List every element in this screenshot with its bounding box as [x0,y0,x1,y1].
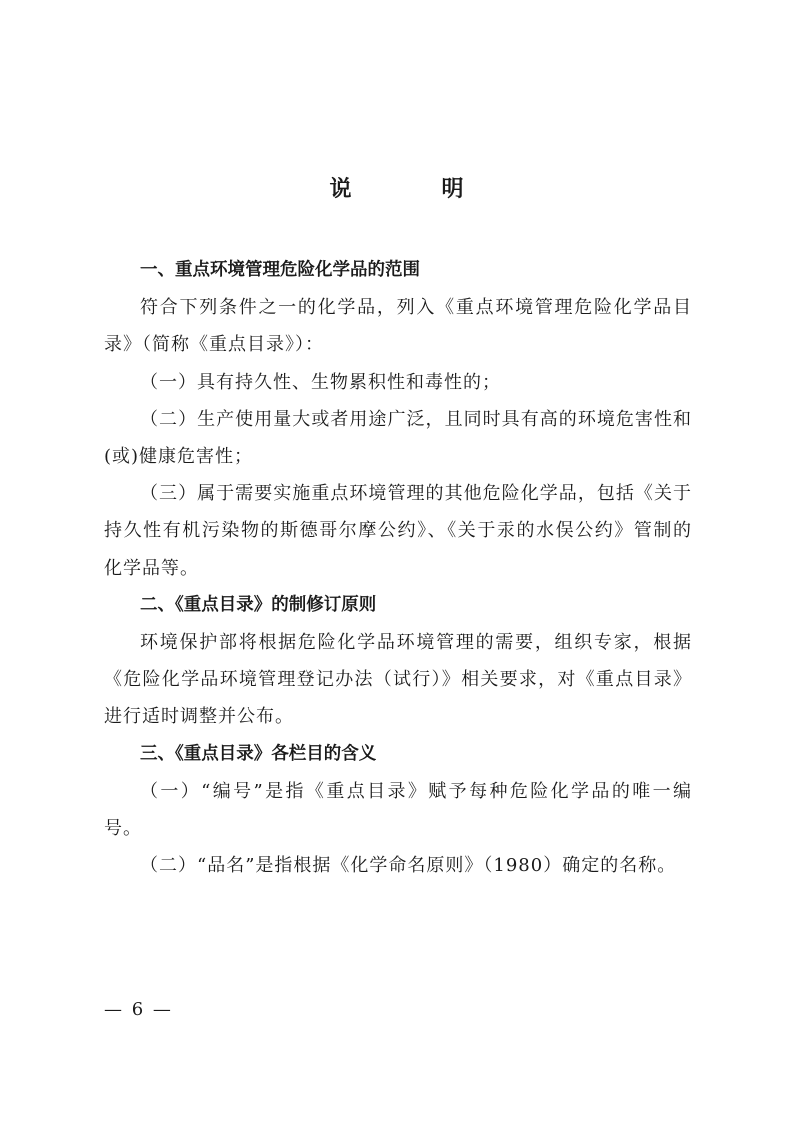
paragraph-revision-principle: 环境保护部将根据危险化学品环境管理的需要，组织专家，根据《危险化学品环境管理登记办法（试行）》相关要求，对《重点目录》进行适时调整并公布。 [104,632,692,728]
page-title: 说 明 [329,177,498,202]
paragraph-column-name: （二）“品名”是指根据《化学命名原则》（1980）确定的名称。 [140,855,677,877]
page-number: — 6 — [104,999,173,1020]
section-heading-column-meaning: 三、《重点目录》各栏目的含义 [140,743,377,764]
paragraph-scope-item-3: （三）属于需要实施重点环境管理的其他危险化学品，包括《关于持久性有机污染物的斯德哥尔摩公约》、《关于汞的水俣公约》管制的化学品等。 [104,483,692,579]
paragraph-scope-item-2: （二）生产使用量大或者用途广泛，且同时具有高的环境危害性和(或)健康危害性； [104,408,692,468]
document-body [104,252,692,884]
section-heading-scope: 一、重点环境管理危险化学品的范围 [140,260,420,280]
paragraph-column-number: （一）“编号”是指《重点目录》赋予每种危险化学品的唯一编号。 [104,780,692,840]
paragraph-scope-intro: 符合下列条件之一的化学品，列入《重点环境管理危险化学品目录》（简称《重点目录》）： [104,297,692,356]
paragraph-scope-item-1: （一）具有持久性、生物累积性和毒性的； [140,371,501,393]
section-heading-revision-principle: 二、《重点目录》的制修订原则 [140,594,377,615]
